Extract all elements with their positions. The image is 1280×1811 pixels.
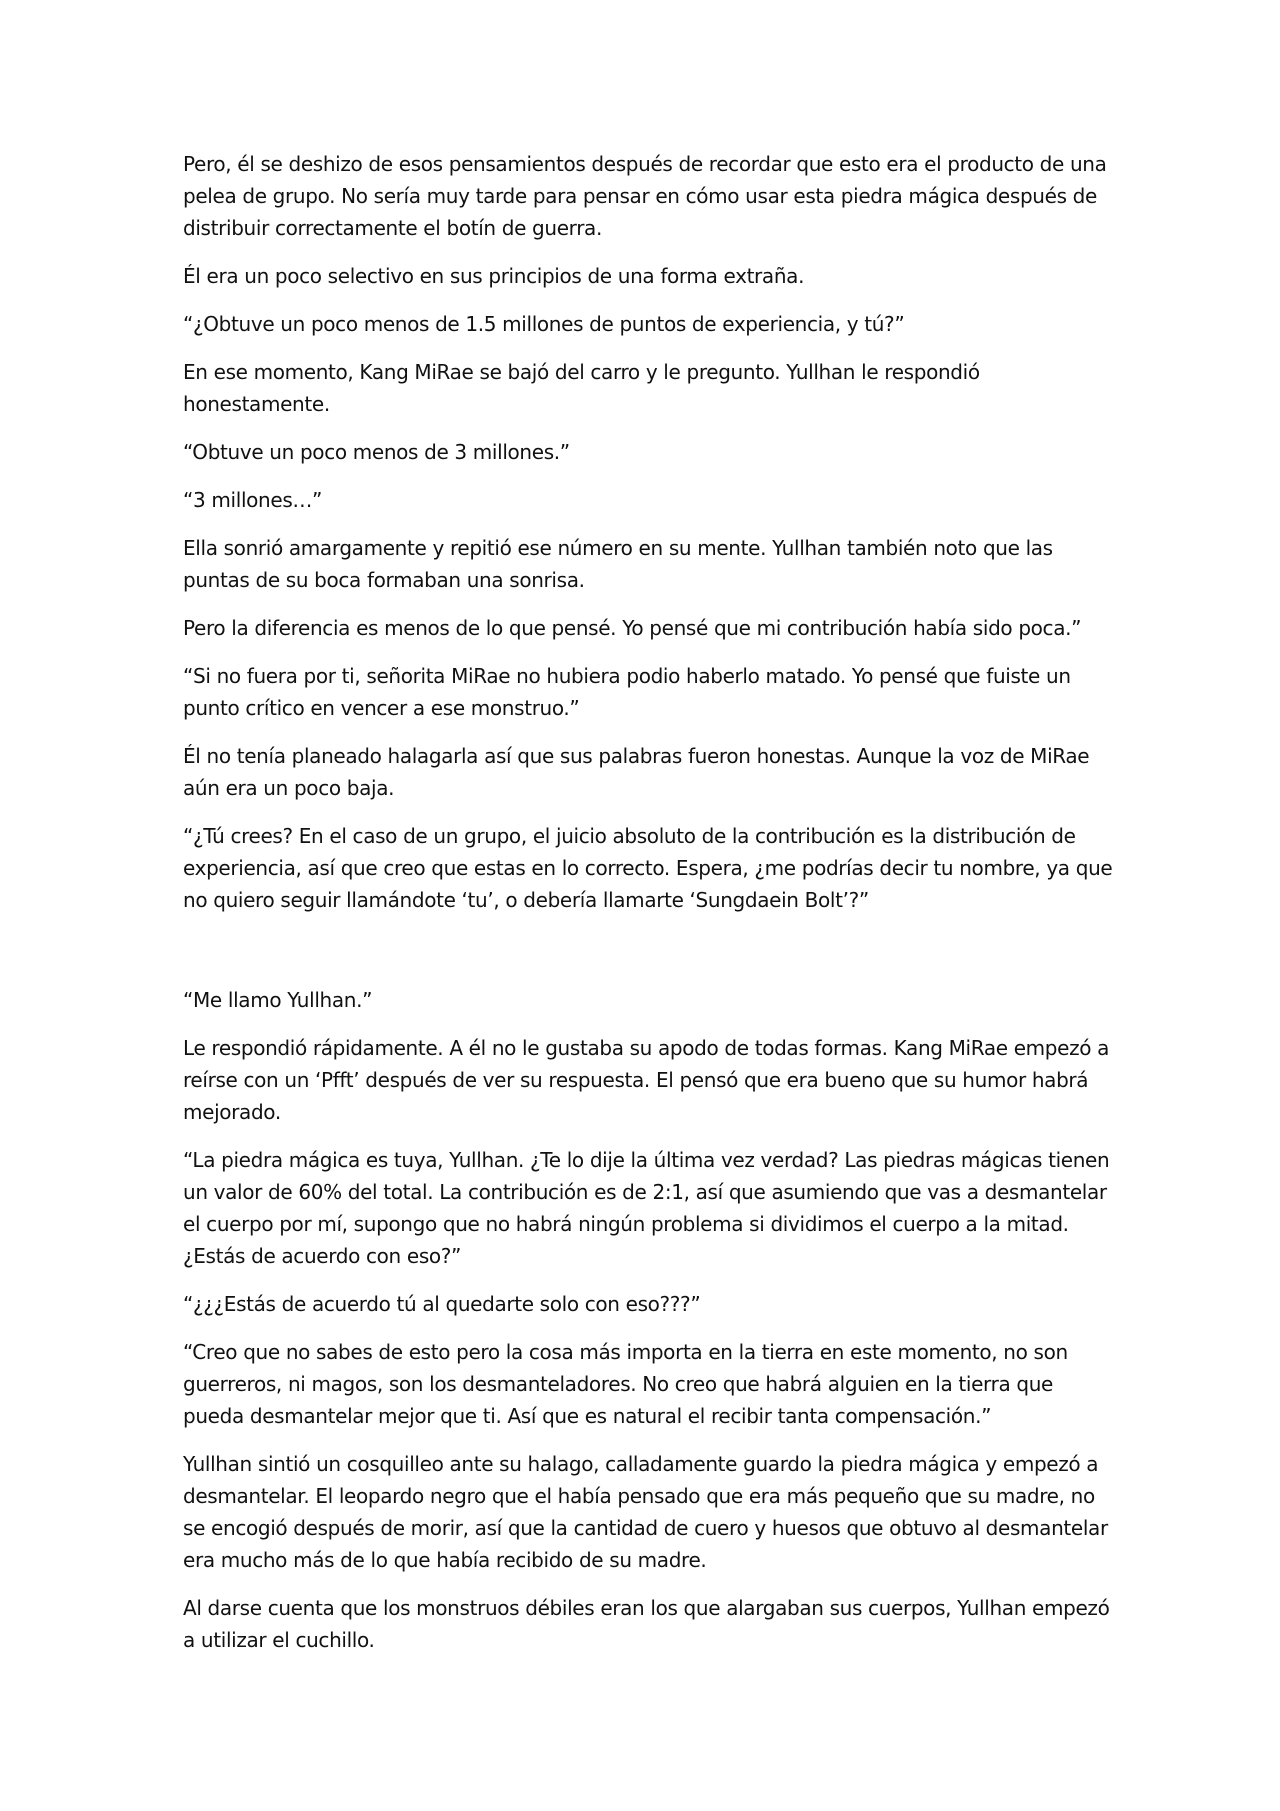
paragraph: Al darse cuenta que los monstruos débiles eran los que alargaban sus cuerpos, Yullhan empezó a utilizar el cuchillo. — [183, 1596, 1110, 1652]
paragraph: “Creo que no sabes de esto pero la cosa más importa en la tierra en este momento, no son guerreros, ni magos, son los desmanteladores. No creo que habrá alguien en la tierra que pueda desmantelar mejor que ti. Así que es natural el recibir tanta compensación.” — [183, 1340, 1068, 1428]
paragraph: “Me llamo Yullhan.” — [183, 988, 373, 1012]
paragraph: “¿¿¿Estás de acuerdo tú al quedarte solo con eso???” — [183, 1292, 701, 1316]
paragraph: En ese momento, Kang MiRae se bajó del carro y le pregunto. Yullhan le respondió honestamente. — [183, 360, 980, 416]
document-page — [183, 148, 1113, 1672]
paragraph: Yullhan sintió un cosquilleo ante su halago, calladamente guardo la piedra mágica y empezó a desmantelar. El leopardo negro que el había pensado que era más pequeño que su madre, no se encogió después de morir, así que la cantidad de cuero y huesos que obtuvo al desmantelar era mucho más de lo que había recibido de su madre. — [183, 1452, 1108, 1572]
paragraph: “¿Obtuve un poco menos de 1.5 millones de puntos de experiencia, y tú?” — [183, 312, 905, 336]
paragraph: Pero la diferencia es menos de lo que pensé. Yo pensé que mi contribución había sido poca.” — [183, 616, 1082, 640]
paragraph: “Obtuve un poco menos de 3 millones.” — [183, 440, 570, 464]
paragraph: “La piedra mágica es tuya, Yullhan. ¿Te lo dije la última vez verdad? Las piedras mágicas tienen un valor de 60% del total. La contribución es de 2:1, así que asumiendo que vas a desmantelar el cuerpo por mí, supongo que no habrá ningún problema si dividimos el cuerpo a la mitad. ¿Estás de acuerdo con eso?” — [183, 1148, 1110, 1268]
paragraph: “Si no fuera por ti, señorita MiRae no hubiera podio haberlo matado. Yo pensé que fuiste un punto crítico en vencer a ese monstruo.” — [183, 664, 1071, 720]
paragraph: Él no tenía planeado halagarla así que sus palabras fueron honestas. Aunque la voz de MiRae aún era un poco baja. — [183, 744, 1090, 800]
paragraph: “¿Tú crees? En el caso de un grupo, el juicio absoluto de la contribución es la distribución de experiencia, así que creo que estas en lo correcto. Espera, ¿me podrías decir tu nombre, ya que no quiero seguir llamándote ‘tu’, o debería llamarte ‘Sungdaein Bolt’?” — [183, 824, 1113, 912]
paragraph: “3 millones…” — [183, 488, 323, 512]
paragraph: Él era un poco selectivo en sus principios de una forma extraña. — [183, 264, 805, 288]
paragraph: Ella sonrió amargamente y repitió ese número en su mente. Yullhan también noto que las puntas de su boca formaban una sonrisa. — [183, 536, 1053, 592]
paragraph: Le respondió rápidamente. A él no le gustaba su apodo de todas formas. Kang MiRae empezó a reírse con un ‘Pfft’ después de ver su respuesta. El pensó que era bueno que su humor habrá mejorado. — [183, 1036, 1110, 1124]
paragraph: Pero, él se deshizo de esos pensamientos después de recordar que esto era el producto de una pelea de grupo. No sería muy tarde para pensar en cómo usar esta piedra mágica después de distribuir correctamente el botín de guerra. — [183, 152, 1107, 240]
